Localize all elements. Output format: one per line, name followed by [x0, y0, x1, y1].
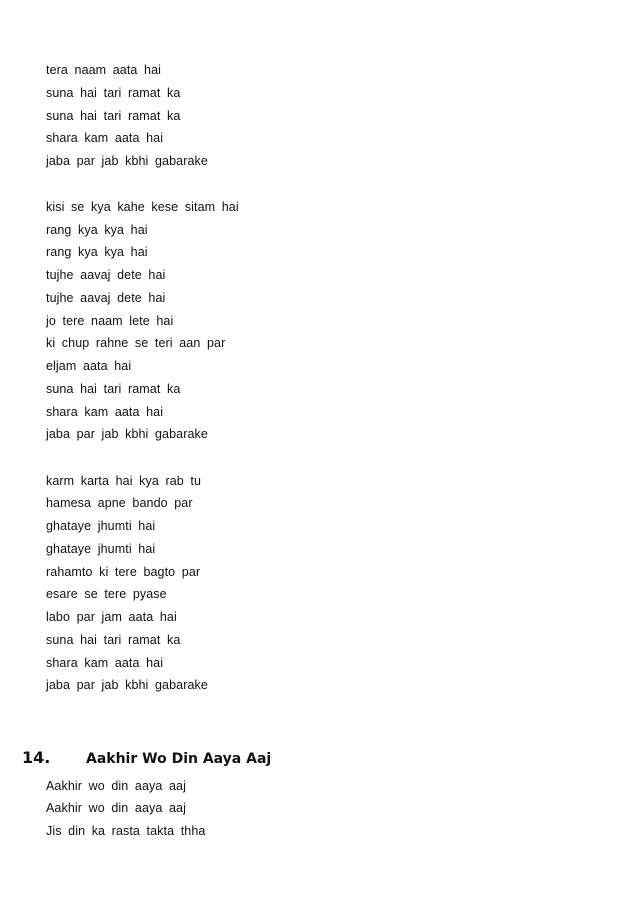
lyric-line: rang kya kya hai [46, 245, 148, 259]
lyric-line: Aakhir wo din aaya aaj [46, 779, 186, 793]
lyric-line: hamesa apne bando par [46, 496, 193, 510]
lyric-line: esare se tere pyase [46, 587, 167, 601]
lyric-line: eljam aata hai [46, 359, 132, 373]
lyric-line: shara kam aata hai [46, 131, 164, 145]
lyric-line: rahamto ki tere bagto par [46, 565, 201, 579]
lyric-line: ki chup rahne se teri aan par [46, 336, 226, 350]
lyric-line: Aakhir wo din aaya aaj [46, 801, 186, 815]
lyric-line: jo tere naam lete hai [46, 314, 174, 328]
lyric-line: ghataye jhumti hai [46, 519, 156, 533]
lyric-line: labo par jam aata hai [46, 610, 177, 624]
lyric-line: tujhe aavaj dete hai [46, 291, 166, 305]
song-title: Aakhir Wo Din Aaya Aaj [86, 751, 272, 767]
lyric-line: jaba par jab kbhi gabarake [46, 427, 208, 441]
lyric-line: tujhe aavaj dete hai [46, 268, 166, 282]
song-number: 14. [22, 748, 51, 767]
lyric-line: suna hai tari ramat ka [46, 86, 181, 100]
lyric-line: suna hai tari ramat ka [46, 109, 181, 123]
lyric-line: shara kam aata hai [46, 405, 164, 419]
lyric-line: ghataye jhumti hai [46, 542, 156, 556]
lyric-line: rang kya kya hai [46, 223, 148, 237]
lyric-line: kisi se kya kahe kese sitam hai [46, 200, 239, 214]
lyric-line: tera naam aata hai [46, 63, 162, 77]
lyric-line: jaba par jab kbhi gabarake [46, 154, 208, 168]
lyric-line: jaba par jab kbhi gabarake [46, 678, 208, 692]
lyric-line: suna hai tari ramat ka [46, 382, 181, 396]
lyric-line: Jis din ka rasta takta thha [46, 824, 206, 838]
lyric-line: shara kam aata hai [46, 656, 164, 670]
lyric-line: karm karta hai kya rab tu [46, 474, 202, 488]
lyric-line: suna hai tari ramat ka [46, 633, 181, 647]
